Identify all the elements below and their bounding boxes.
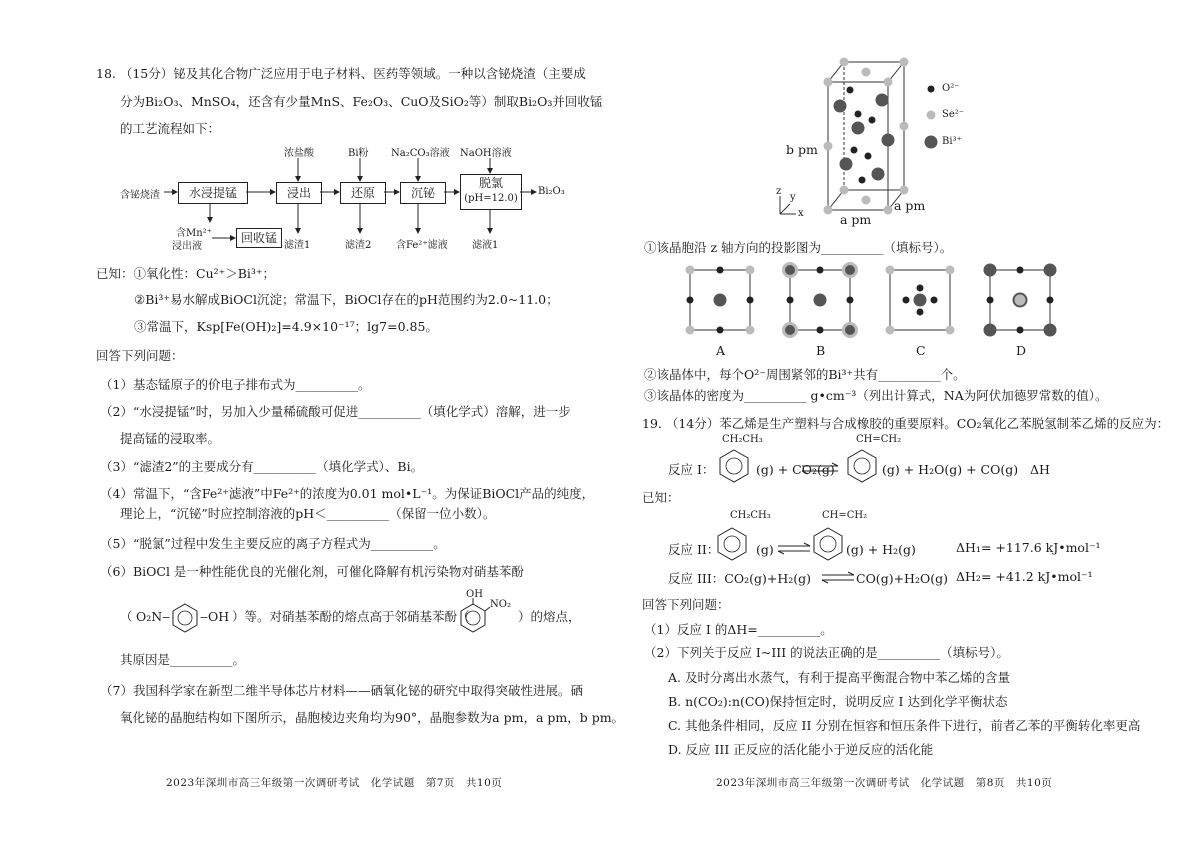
q18-sub3: （3）“滤渣2”的主要成分有__________（填化学式）、Bi。: [100, 459, 424, 474]
answer-prompt-left: 回答下列问题：: [96, 348, 184, 363]
answer-prompt-right: 回答下列问题：: [642, 597, 730, 612]
filtrate-fe: 含Fe²⁺滤液: [396, 240, 448, 251]
q19-option-a: A. 及时分离出水蒸气，有利于提高平衡混合物中苯乙烯的含量: [668, 670, 1010, 685]
ethylbenzene-ring-2: [716, 524, 752, 564]
reaction-1-mid: (g) + CO₂(g): [756, 462, 835, 477]
known-conditions-1: 已知：①氧化性：Cu²⁺＞Bi³⁺；: [96, 266, 276, 281]
cell-param-b: b pm: [786, 142, 818, 157]
q19-sub1: （1）反应 I 的ΔH=__________。: [644, 622, 833, 637]
q18-sub6-line2-post: ）的熔点，: [518, 609, 581, 624]
axis-x: x: [798, 208, 804, 219]
q18-sub2-line2: 提高锰的浸取率。: [120, 431, 221, 446]
ethylbenzene-ring-1: [718, 446, 754, 486]
reaction-1-right: (g) + H₂O(g) + CO(g): [882, 462, 1019, 477]
r2-equilibrium-arrow: [776, 542, 812, 556]
r1-equilibrium-arrow: [800, 462, 840, 476]
r1-ethyl-group: CH₂CH₃: [722, 434, 763, 445]
styrene-ring-2: [812, 524, 848, 564]
ortho-no2: NO₂: [490, 599, 511, 610]
q18-sub6-line2-mid: ）等。对硝基苯酚的熔点高于邻硝基苯酚（: [232, 609, 470, 624]
reagent-bi: Bi粉: [348, 148, 369, 159]
q19-option-c: C. 其他条件相同，反应 II 分别在恒容和恒压条件下进行，前者乙苯的平衡转化率更高: [668, 718, 1141, 733]
q19-option-b: B. n(CO₂):n(CO)保持恒定时，说明反应 I 达到化学平衡状态: [668, 694, 1008, 709]
q18-sub6-paren-open: （: [120, 609, 133, 624]
leach-liquor-line1: 含Mn²⁺: [176, 228, 212, 239]
residue-1: 滤渣1: [284, 240, 311, 251]
residue-2: 滤渣2: [345, 240, 372, 251]
reaction-2-label: 反应 II：: [668, 542, 720, 557]
nitrophenol-oh-group: ‒OH: [200, 609, 230, 624]
crystal-unit-cell: [818, 40, 938, 220]
option-c-label: C: [916, 343, 926, 358]
q19-option-d: D. 反应 III 正反应的活化能小于逆反应的活化能: [668, 742, 934, 757]
legend-markers: [924, 82, 938, 182]
axis-z: z: [776, 186, 782, 197]
r2-vinyl-group: CH=CH₂: [822, 510, 868, 521]
q18-sub7-part3: ③该晶体的密度为__________ g•cm⁻³（列出计算式，NA为阿伏加德罗常数的值）。: [644, 388, 1108, 403]
q19-stem: 19. （14分）苯乙烯是生产塑料与合成橡胶的重要原料。CO₂氧化乙苯脱氢制苯乙烯的反应为：: [642, 416, 1170, 431]
known-conditions-2: ②Bi³⁺易水解成BiOCl沉淀；常温下，BiOCl存在的pH范围约为2.0~11.0；: [134, 292, 559, 307]
q18-sub2-line1: （2）“水浸提锰”时，另加入少量稀硫酸可促进__________（填化学式）溶解，进一步: [100, 404, 571, 419]
option-d-label: D: [1016, 343, 1027, 358]
flow-arrows: [0, 0, 603, 260]
r1-vinyl-group: CH=CH₂: [856, 434, 902, 445]
q18-stem-line2: 分为Bi₂O₃、MnSO₄，还含有少量MnS、Fe₂O₃、CuO及SiO₂等）制取Bi₂O₃并回收锰: [120, 94, 603, 109]
r2-ethyl-group: CH₂CH₃: [730, 510, 771, 521]
para-nitrophenol-ring: [170, 602, 200, 632]
reaction-3-dh: ΔH₂= +41.2 kJ•mol⁻¹: [956, 569, 1093, 584]
q18-sub1: （1）基态锰原子的价电子排布式为__________。: [100, 377, 371, 392]
legend-bi: Bi³⁺: [942, 136, 962, 147]
reaction-1-dh: ΔH: [1030, 462, 1050, 477]
filtrate-1: 滤液1: [472, 240, 499, 251]
reaction-2-right: (g) + H₂(g): [846, 542, 916, 557]
option-a-label: A: [716, 343, 726, 358]
option-c-figure: [886, 266, 955, 335]
flow-step-leach: 浸出: [276, 182, 322, 204]
q18-sub6-line3: 其原因是__________。: [120, 652, 246, 667]
q18-sub7-line2: 氧化铋的晶胞结构如下图所示，晶胞棱边夹角均为90°，晶胞参数为a pm，a pm，b pm。: [120, 710, 625, 725]
legend-o: O²⁻: [942, 83, 960, 94]
flow-step-water-leach: 水浸提锰: [178, 182, 248, 204]
flow-product: Bi₂O₃: [538, 186, 565, 197]
q18-sub7-line1: （7）我国科学家在新型二维半导体芯片材料——硒氧化铋的研究中取得突破性进展。硒: [100, 683, 583, 698]
q18-sub4-line2: 理论上，“沉铋”时应控制溶液的pH＜__________（保留一位小数）。: [120, 506, 496, 521]
flow-recover-mn: 回收锰: [236, 228, 282, 248]
reaction-3-right: CO(g)+H₂O(g): [856, 571, 948, 586]
option-d-figure: [984, 264, 1057, 337]
footer-page7: 2023年深圳市高三年级第一次调研考试 化学试题 第7页 共10页: [166, 777, 503, 789]
reagent-hcl: 浓盐酸: [284, 148, 314, 159]
reaction-2-mid: (g): [756, 542, 774, 557]
dechlorinate-label: 脱氯: [478, 176, 503, 190]
cell-param-a1: a pm: [840, 212, 872, 227]
option-a-figure: [686, 266, 755, 335]
axis-y: y: [790, 192, 796, 203]
reagent-naoh: NaOH溶液: [460, 148, 512, 159]
legend-se: Se²⁻: [942, 109, 965, 120]
styrene-ring-1: [846, 446, 882, 486]
flow-start: 含铋烧渣: [120, 190, 160, 201]
ortho-oh: OH: [466, 589, 483, 600]
reagent-na2co3: Na₂CO₃溶液: [391, 148, 450, 159]
reaction-1-label: 反应 I：: [668, 462, 715, 477]
dechlorinate-ph: (pH=12.0): [464, 193, 518, 204]
q18-sub7-part1: ①该晶胞沿 z 轴方向的投影图为__________（填标号）。: [644, 240, 953, 255]
nitrophenol-no2-group: O₂N‒: [136, 609, 171, 624]
projection-options: [684, 264, 1064, 344]
flow-step-precipitate: 沉铋: [400, 182, 446, 204]
flow-step-reduce: 还原: [340, 182, 386, 204]
leach-liquor-line2: 浸出液: [172, 241, 202, 252]
q18-sub7-part2: ②该晶体中，每个O²⁻周围紧邻的Bi³⁺共有__________个。: [644, 367, 966, 382]
cell-param-a2: a pm: [894, 198, 926, 213]
q18-sub6-line1: （6）BiOCl 是一种性能优良的光催化剂，可催化降解有机污染物对硝基苯酚: [100, 564, 524, 579]
q19-sub2: （2）下列关于反应 I~III 的说法正确的是__________（填标号）。: [644, 645, 1009, 660]
reaction-3-label: 反应 III：CO₂(g)+H₂(g): [668, 571, 812, 586]
q18-sub5: （5）“脱氯”过程中发生主要反应的离子方程式为__________。: [100, 536, 446, 551]
reaction-2-dh: ΔH₁= +117.6 kJ•mol⁻¹: [956, 540, 1101, 555]
q18-stem-line1: 18. （15分）铋及其化合物广泛应用于电子材料、医药等领域。一种以含铋烧渣（主要成: [96, 66, 586, 81]
q18-sub4-line1: （4）常温下，“含Fe²⁺滤液”中Fe²⁺的浓度为0.01 mol•L⁻¹。为保证BiOCl产品的纯度，: [100, 486, 595, 501]
cell-atoms: [824, 58, 909, 215]
ortho-nitrophenol-ring: [458, 602, 492, 632]
option-b-figure: [784, 264, 857, 337]
option-b-label: B: [816, 343, 826, 358]
q18-stem-line3: 的工艺流程如下：: [120, 121, 221, 136]
q19-known: 已知：: [642, 490, 680, 505]
footer-page8: 2023年深圳市高三年级第一次调研考试 化学试题 第8页 共10页: [716, 777, 1053, 789]
known-conditions-3: ③常温下，Ksp[Fe(OH)₂]=4.9×10⁻¹⁷；lg7=0.85。: [134, 319, 438, 334]
r3-equilibrium-arrow: [820, 571, 856, 585]
